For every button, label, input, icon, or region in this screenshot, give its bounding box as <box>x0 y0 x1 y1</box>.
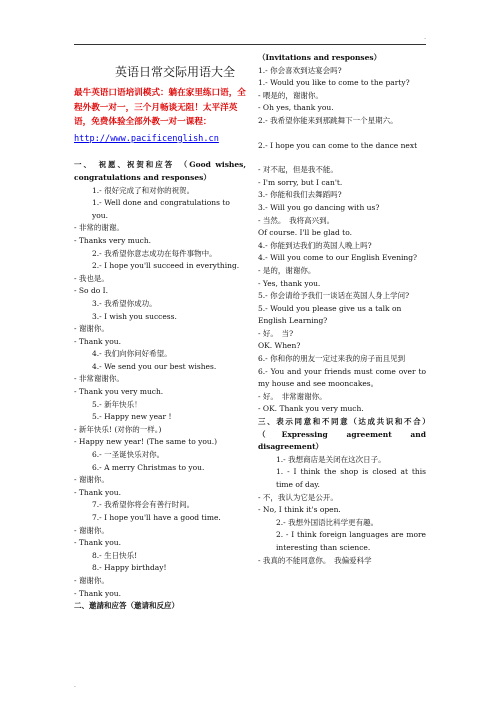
promo-link[interactable]: http://www.pacificenglish.cn <box>74 133 219 144</box>
list-item: 1. - I think the shop is closed at this time of day. <box>276 467 426 489</box>
list-item: - Thank you. <box>74 538 121 548</box>
list-item: Of course. I'll be glad to. <box>258 228 352 238</box>
list-item: 7.- I hope you'll have a good time. <box>92 513 221 522</box>
list-item: - 谢谢你。 <box>74 475 109 485</box>
list-item: 4.- 我们向你问好希望。 <box>92 349 172 359</box>
footer-dot: · <box>74 684 76 691</box>
promo-text: 最牛英语口语培训模式：躺在家里练口语，全程外教一对一，三个月畅谈无阻！太平洋英语，免费体验全部外教一对一课程： <box>74 88 246 128</box>
list-item: 8.- 生日快乐! <box>92 550 138 560</box>
left-column <box>74 52 246 613</box>
list-item: 6.- A merry Christmas to you. <box>92 462 205 472</box>
list-item: - 谢谢你。 <box>74 324 109 334</box>
list-item: 3.- 我希望你成功。 <box>92 298 157 308</box>
list-item: - Thank you. <box>74 487 121 497</box>
list-item: - 我也是。 <box>74 273 109 283</box>
list-item: 2.- I hope you'll succeed in everything. <box>92 261 240 271</box>
list-item: 7.- 我希望你将会有善行时间。 <box>92 500 195 510</box>
list-item: - Yes, thank you. <box>258 278 321 288</box>
list-item: - Thank you. <box>74 588 121 598</box>
list-item: 2.- 我希望你能来到那跳舞下一个星期六。 <box>258 115 398 125</box>
list-item: - 好。 当? <box>258 328 294 338</box>
list-item: - Thank you very much. <box>74 387 164 397</box>
list-item: 6.- 你和你的朋友一定过来我的房子而且见到 <box>258 354 406 364</box>
list-item: - I'm sorry, but I can't. <box>258 177 343 187</box>
list-item: - So do I. <box>74 286 109 296</box>
list-item: - 我真的不能同意你。 我偏爱科学 <box>258 555 372 565</box>
header-rule <box>74 44 426 45</box>
list-item: 3.- Will you go dancing with us? <box>258 202 380 212</box>
list-item: - 当然。 我将高兴到。 <box>258 215 335 225</box>
list-item: - 喂是的，谢谢你。 <box>258 90 323 100</box>
list-item: 1.- Would you like to come to the party? <box>258 78 410 88</box>
list-item: 3.- I wish you success. <box>92 311 177 321</box>
list-item: 5.- 新年快乐！ <box>92 399 142 409</box>
list-item: 3.- 你能和我们去舞蹈吗? <box>258 190 342 200</box>
list-item: - 非常谢谢你。 <box>74 374 124 384</box>
list-item: 1.- 我想商店是关闭在这次日子。 <box>276 454 386 464</box>
list-item: OK. When? <box>258 341 301 351</box>
list-item: - 谢谢你。 <box>74 575 109 585</box>
list-item: - 是的，谢谢你。 <box>258 265 316 275</box>
document-title: 英语日常交际用语大全 <box>114 65 235 79</box>
list-item: 1.- 很好完成了和对你的祝贺。 <box>92 185 195 195</box>
list-item: 8.- Happy birthday! <box>92 563 167 573</box>
sub-heading: （Invitations and responses） <box>258 53 382 62</box>
right-column <box>258 52 434 567</box>
list-item: - Oh yes, thank you. <box>258 103 334 113</box>
list-item: - OK. Thank you very much. <box>258 404 364 414</box>
list-item: - 谢谢你。 <box>74 525 109 535</box>
header-dot: · <box>424 36 426 43</box>
list-item: - Happy new year! (The same to you.) <box>74 437 217 447</box>
list-item: 2.- I hope you can come to the dance next <box>258 140 418 150</box>
list-item: 1.- 你会喜欢到达宴会吗? <box>258 65 342 75</box>
list-item: 2.- 我想外国语比科学更有趣。 <box>276 517 379 527</box>
section-heading-1: 一、 祝愿、祝贺和应答 （Good wishes, congratulations and responses） <box>74 160 246 182</box>
list-item: - 不，我认为它是公开。 <box>258 492 338 502</box>
list-item: 1.- Well done and congratulations to you. <box>92 198 230 220</box>
list-item: 4.- Will you come to our English Evening? <box>258 253 418 263</box>
list-item: - Thanks very much. <box>74 235 152 245</box>
list-item: - 新年快乐! (对你的一样。) <box>74 424 162 434</box>
list-item: 5.- Happy new year ! <box>92 412 172 422</box>
section-heading-3: 三、表示同意和不同意（达成共识和不合） （Expressing agreement and disagreement） <box>258 417 434 452</box>
list-item: - 对不起，但是我不能。 <box>258 165 338 175</box>
list-item: 5.- Would you please give us a talk on English Learning? <box>258 303 402 326</box>
list-item: - 好。 非常谢谢你。 <box>258 391 327 401</box>
list-item: 6.- You and your friends must come over to my house and see mooncakes。 <box>258 366 426 389</box>
list-item: - Thank you. <box>74 336 121 346</box>
list-item: - 非常的谢谢。 <box>74 223 124 233</box>
section-heading-2: 二、邀請和应答（邀请和反应） <box>74 601 179 611</box>
list-item: 5.- 你会请给予我们一谈话在英国人身上学问? <box>258 291 410 301</box>
list-item: 6.- 一圣诞快乐对你。 <box>92 450 165 460</box>
list-item: 4.- 你能到达我们的英国人晚上吗? <box>258 240 372 250</box>
list-item: 4.- We send you our best wishes. <box>92 361 217 371</box>
list-item: 2. - I think foreign languages are more interesting than science. <box>276 530 426 552</box>
list-item: 2.- 我希望你意志成功在每件事物中。 <box>92 248 217 258</box>
list-item: - No, I think it's open. <box>258 505 341 515</box>
